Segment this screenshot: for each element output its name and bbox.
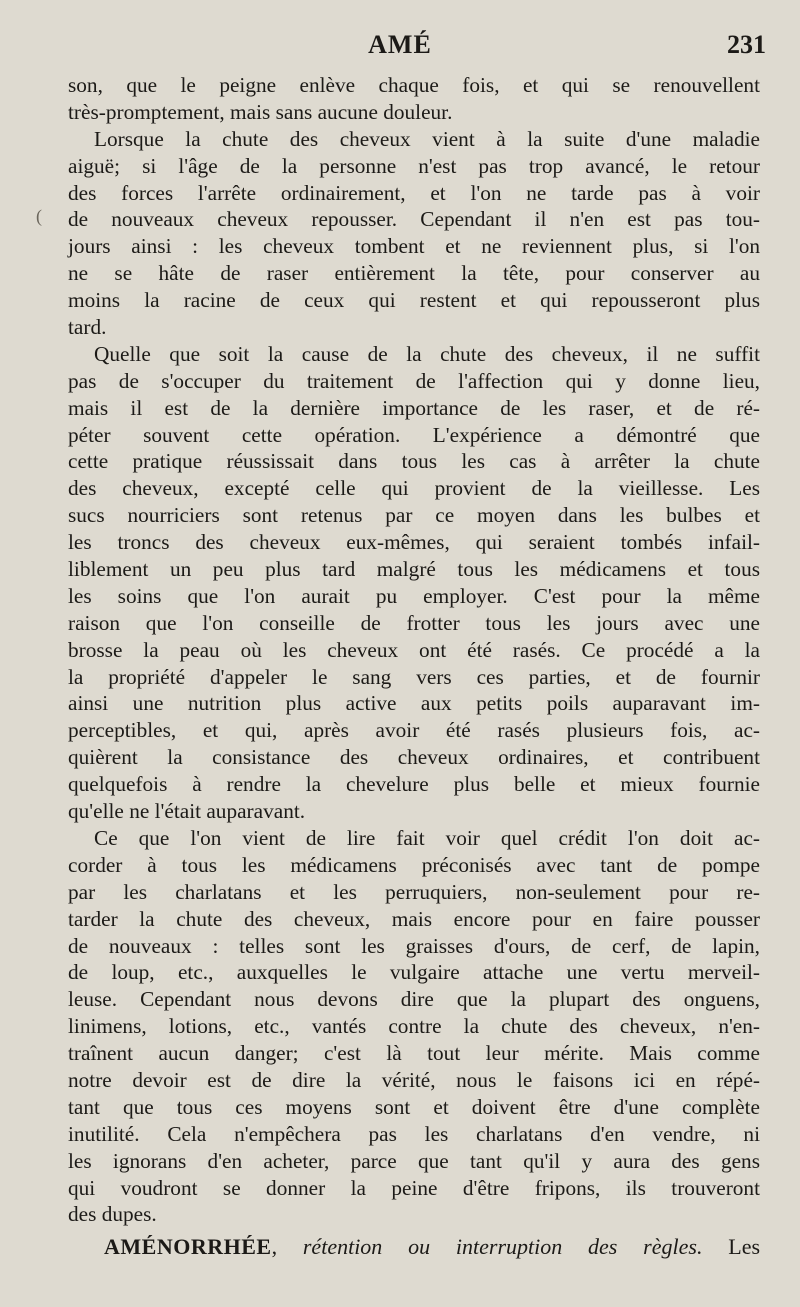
entry-continuation: Les bbox=[702, 1234, 761, 1259]
text-line: péter souvent cette opération. L'expérience a démontré que bbox=[68, 422, 760, 447]
text-line: corder à tous les médicamens préconisés avec tant de pompe bbox=[68, 852, 760, 877]
entry-definition: rétention ou interruption des règles. bbox=[302, 1234, 703, 1259]
text-line: quelquefois à rendre la chevelure plus belle et mieux fournie bbox=[68, 772, 760, 797]
text-line: sucs nourriciers sont retenus par ce moyen dans les bulbes et bbox=[68, 503, 760, 528]
body-text bbox=[68, 72, 760, 1228]
text-line: jours ainsi : les cheveux tombent et ne reviennent plus, si l'on bbox=[68, 234, 760, 259]
text-line: tarder la chute des cheveux, mais encore pour en faire pousser bbox=[68, 906, 760, 931]
text-line: les ignorans d'en acheter, parce que tant qu'il y aura des gens bbox=[68, 1148, 760, 1173]
dictionary-entry bbox=[104, 1234, 760, 1260]
page-header bbox=[0, 30, 800, 66]
paragraph bbox=[68, 126, 760, 341]
text-line: les soins que l'on aurait pu employer. C'est pour la même bbox=[68, 583, 760, 608]
text-line: inutilité. Cela n'empêchera pas les charlatans d'en vendre, ni bbox=[68, 1121, 760, 1146]
text-line: tant que tous ces moyens sont et doivent être d'une complète bbox=[68, 1094, 760, 1119]
margin-mark: ( bbox=[36, 206, 42, 226]
entry-headword: AMÉNORRHÉE bbox=[104, 1234, 272, 1259]
text-line: perceptibles, et qui, après avoir été rasés plusieurs fois, ac- bbox=[68, 718, 760, 743]
text-line: quièrent la consistance des cheveux ordinaires, et contribuent bbox=[68, 745, 760, 770]
text-line: la propriété d'appeler le sang vers ces parties, et de fournir bbox=[68, 664, 760, 689]
paragraph bbox=[68, 341, 760, 825]
text-line: cette pratique réussissait dans tous les cas à arrêter la chute bbox=[68, 449, 760, 474]
text-line: très-promptement, mais sans aucune douleur. bbox=[68, 99, 453, 124]
paragraph bbox=[68, 72, 760, 126]
text-line: aiguë; si l'âge de la personne n'est pas trop avancé, le retour bbox=[68, 153, 760, 178]
text-line: liblement un peu plus tard malgré tous les médicamens et tous bbox=[68, 557, 760, 582]
entry-separator: , bbox=[271, 1234, 303, 1259]
text-line: des cheveux, excepté celle qui provient de la vieillesse. Les bbox=[68, 476, 760, 501]
text-line: qu'elle ne l'était auparavant. bbox=[68, 799, 306, 824]
text-line: mais il est de la dernière importance de les raser, et de ré- bbox=[68, 395, 760, 420]
text-line: Lorsque la chute des cheveux vient à la suite d'une maladie bbox=[94, 126, 760, 151]
text-line: tard. bbox=[68, 315, 107, 340]
paragraph bbox=[68, 825, 760, 1228]
text-line: brosse la peau où les cheveux ont été rasés. Ce procédé a la bbox=[68, 637, 760, 662]
text-line: de loup, etc., auxquelles le vulgaire attache une vertu merveil- bbox=[68, 960, 760, 985]
text-line: de nouveaux : telles sont les graisses d'ours, de cerf, de lapin, bbox=[68, 933, 760, 958]
text-line: moins la racine de ceux qui restent et qui repousseront plus bbox=[68, 288, 760, 313]
text-line: ainsi une nutrition plus active aux petits poils auparavant im- bbox=[68, 691, 760, 716]
text-line: pas de s'occuper du traitement de l'affection qui y donne lieu, bbox=[68, 368, 760, 393]
text-line: ne se hâte de raser entièrement la tête, pour conserver au bbox=[68, 261, 760, 286]
page-number: 231 bbox=[727, 30, 766, 59]
text-line: traînent aucun danger; c'est là tout leur mérite. Mais comme bbox=[68, 1041, 760, 1066]
text-line: notre devoir est de dire la vérité, nous le faisons ici en répé- bbox=[68, 1067, 760, 1092]
running-head: AMÉ bbox=[368, 30, 432, 59]
text-line: des dupes. bbox=[68, 1202, 157, 1227]
text-line: raison que l'on conseille de frotter tous les jours avec une bbox=[68, 610, 760, 635]
text-line: des forces l'arrête ordinairement, et l'on ne tarde pas à voir bbox=[68, 180, 760, 205]
text-line: son, que le peigne enlève chaque fois, et qui se renouvellent bbox=[68, 73, 760, 97]
text-line: de nouveaux cheveux repousser. Cependant il n'en est pas tou- bbox=[68, 207, 760, 232]
text-line: Ce que l'on vient de lire fait voir quel crédit l'on doit ac- bbox=[94, 825, 760, 850]
text-line: les troncs des cheveux eux-mêmes, qui seraient tombés infail- bbox=[68, 530, 760, 555]
text-line: par les charlatans et les perruquiers, non-seulement pour re- bbox=[68, 879, 760, 904]
text-line: qui voudront se donner la peine d'être fripons, ils trouveront bbox=[68, 1175, 760, 1200]
text-line: leuse. Cependant nous devons dire que la plupart des onguens, bbox=[68, 987, 760, 1012]
text-line: linimens, lotions, etc., vantés contre la chute des cheveux, n'en- bbox=[68, 1014, 760, 1039]
text-line: Quelle que soit la cause de la chute des cheveux, il ne suffit bbox=[94, 341, 760, 366]
